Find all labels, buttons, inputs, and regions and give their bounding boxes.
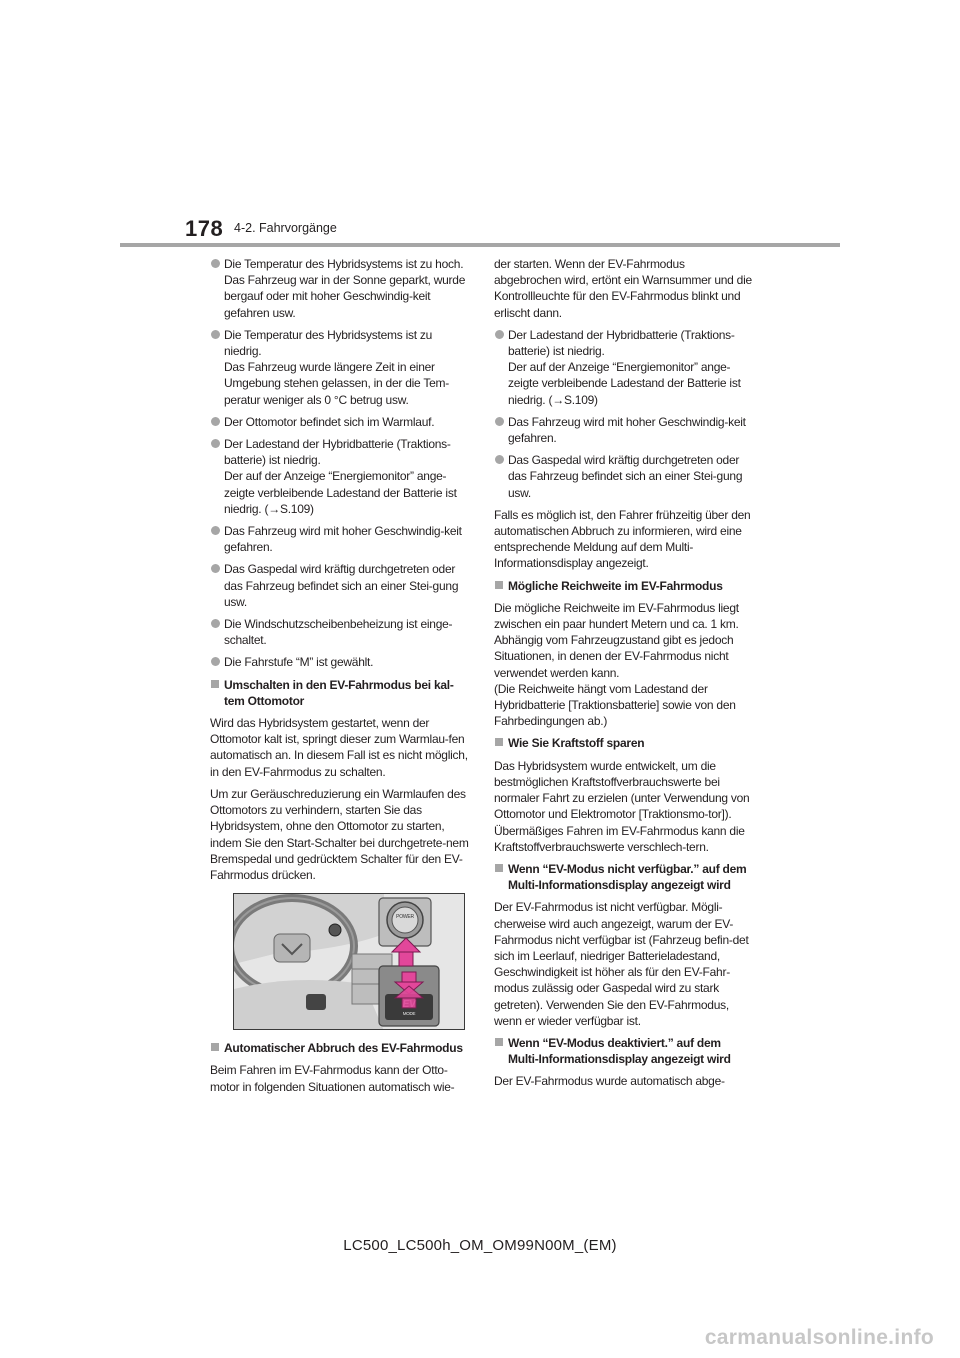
bullet-icon [495,330,504,339]
subheading-text: Wenn “EV-Modus nicht verfügbar.” auf dem Multi-Informationsdisplay angezeigt wird [508,861,747,893]
square-bullet-icon [495,738,503,746]
list-item [210,436,472,517]
subheading-text: Wenn “EV-Modus deaktiviert.” auf dem Multi-Informationsdisplay angezeigt wird [508,1035,731,1067]
bullet-text: Die Fahrstufe “M” ist gewählt. [224,655,374,670]
bullet-note: Das Fahrzeug war in der Sonne geparkt, wurde bergauf oder mit hoher Geschwindig-keit gefahren usw. [224,273,466,320]
subheading-text: Automatischer Abbruch des EV-Fahrmodus [224,1041,463,1056]
paragraph: Um zur Geräuschreduzierung ein Warmlaufen des Ottomotors zu verhindern, starten Sie das Hybridsystem, ohne den Ottomotor zu starten, indem Sie den Start-Schalter bei durchgetrete-nem Bremspedal und gedrücktem Schalter für den EV-Fahrmodus drücken. [210,786,469,882]
bullet-icon [211,259,220,268]
bullet-text: Das Fahrzeug wird mit hoher Geschwindig-keit gefahren. [224,524,462,555]
page-number: 178 [185,216,224,241]
list-item [210,523,472,555]
bullet-text: Der Ottomotor befindet sich im Warmlauf. [224,414,435,429]
subheading [494,735,752,751]
list-item [210,561,472,610]
power-switch-label: POWER [396,914,414,921]
document-code: LC500_LC500h_OM_OM99N00M_(EM) [343,1237,617,1254]
bullet-text: Die Temperatur des Hybridsystems ist zu niedrig. [224,327,433,359]
bullet-icon [211,526,220,535]
subheading [210,1040,472,1056]
list-item [210,414,472,430]
subheading-text: Wie Sie Kraftstoff sparen [508,736,645,751]
bullet-text: Das Gaspedal wird kräftig durchgetreten oder das Fahrzeug befindet sich an einer Stei-gung usw. [224,562,459,609]
bullet-text: Der Ladestand der Hybridbatterie (Traktions-batterie) ist niedrig. [224,437,451,468]
bullet-icon [211,417,220,426]
bullet-text: Die Windschutzscheibenbeheizung ist einge-schaltet. [224,617,453,648]
paragraph: Der EV-Fahrmodus ist nicht verfügbar. Mögli-cherweise wird auch angezeigt, warum der EV-Fahrmodus nicht verfügbar ist (Fahrzeug befin-det sich im Leerlauf, niedriger Batterieladestand, Geschwindigkeit ist höher als für den EV-Fahr-modus zulässig oder Gaspedal wird zu stark getreten). Verwenden Sie den EV-Fahrmodus, wenn er wieder verfügbar ist. [494,900,749,1028]
bullet-icon [211,439,220,448]
paragraph: der starten. Wenn der EV-Fahrmodus abgebrochen wird, ertönt ein Warnsummer und die Kontrollleuchte für den EV-Fahrmodus blinkt und erlischt dann. [494,257,752,320]
ev-switch-sublabel: MODE [402,1011,416,1017]
paragraph: Die mögliche Reichweite im EV-Fahrmodus liegt zwischen ein paar hundert Metern und ca. 1 km. Abhängig vom Fahrzeugzustand gibt es jedoch Situationen, in denen der EV-Fahrmodus nicht verwendet werden kann. [494,600,739,680]
subheading [494,861,752,893]
bullet-icon [495,455,504,464]
list-item [210,327,472,408]
bullet-note: Der auf der Anzeige “Energiemonitor” ange-zeigte verbleibende Ladestand der Batterie ist niedrig. (→S.109) [224,469,457,516]
section-title: 4-2. Fahrvorgänge [234,221,337,235]
left-column [210,256,472,1095]
watermark: carmanualsonline.info [704,1326,934,1349]
dashboard-illustration [234,894,465,1030]
subheading [494,1035,752,1067]
bullet-text: Das Fahrzeug wird mit hoher Geschwindig-keit gefahren. [508,414,746,446]
subheading [210,677,472,709]
paragraph: Wird das Hybridsystem gestartet, wenn der Ottomotor kalt ist, springt dieser zum Warmlau-fen automatisch an. In diesem Fall ist es nicht möglich, in den EV-Fahrmodus zu schalten. [210,716,468,779]
illustration-ev-switch [233,893,465,1030]
square-bullet-icon [495,581,503,589]
bullet-icon [211,657,220,666]
subheading-text: Umschalten in den EV-Fahrmodus bei kal-tem Ottomotor [224,677,454,708]
bullet-text: Das Gaspedal wird kräftig durchgetreten oder das Fahrzeug befindet sich an einer Stei-gung usw. [508,453,743,500]
header-rule [120,243,840,247]
bullet-icon [211,564,220,573]
square-bullet-icon [211,1043,219,1051]
list-item [494,452,752,501]
paragraph: Falls es möglich ist, den Fahrer frühzeitig über den automatischen Abbruch zu informieren, wird eine entsprechende Meldung auf dem Multi-Informationsdisplay angezeigt. [494,507,751,571]
list-item [494,327,752,408]
square-bullet-icon [495,1038,503,1046]
bullet-icon [211,330,220,339]
paragraph: Das Hybridsystem wurde entwickelt, um die bestmöglichen Kraftstoffverbrauchswerte bei normaler Fahrt zu erzielen (unter Verwendung von Ottomotor und Elektromotor [Traktionsmo-tor]). Übermäßiges Fahren im EV-Fahrmodus kann die Kraftstoffverbrauchswerte verschlech-tern. [494,758,750,854]
square-bullet-icon [495,864,503,872]
bullet-note: Der auf der Anzeige “Energiemonitor” ange-zeigte verbleibende Ladestand der Batterie ist niedrig. (→S.109) [508,360,741,407]
subheading-text: Mögliche Reichweite im EV-Fahrmodus [508,578,723,593]
list-item [494,414,752,446]
paragraph: Beim Fahren im EV-Fahrmodus kann der Otto-motor in folgenden Situationen automatisch wie- [210,1063,455,1094]
paragraph-note: (Die Reichweite hängt vom Ladestand der Hybridbatterie [Traktionsbatterie] sowie von den Fahrbedingungen ab.) [494,681,736,729]
bullet-icon [495,417,504,426]
bullet-note: Das Fahrzeug wurde längere Zeit in einer Umgebung stehen gelassen, in der die Tem-peratur weniger als 0 °C betrug usw. [224,360,450,407]
bullet-text: Der Ladestand der Hybridbatterie (Traktions-batterie) ist niedrig. [508,327,735,359]
paragraph: Der EV-Fahrmodus wurde automatisch abge- [494,1074,725,1089]
subheading [494,578,752,594]
list-item [210,256,472,321]
list-item [210,654,472,670]
list-item [210,616,472,648]
square-bullet-icon [211,680,219,688]
bullet-text: Die Temperatur des Hybridsystems ist zu hoch. [224,257,464,271]
bullet-icon [211,619,220,628]
right-column [494,256,752,1090]
